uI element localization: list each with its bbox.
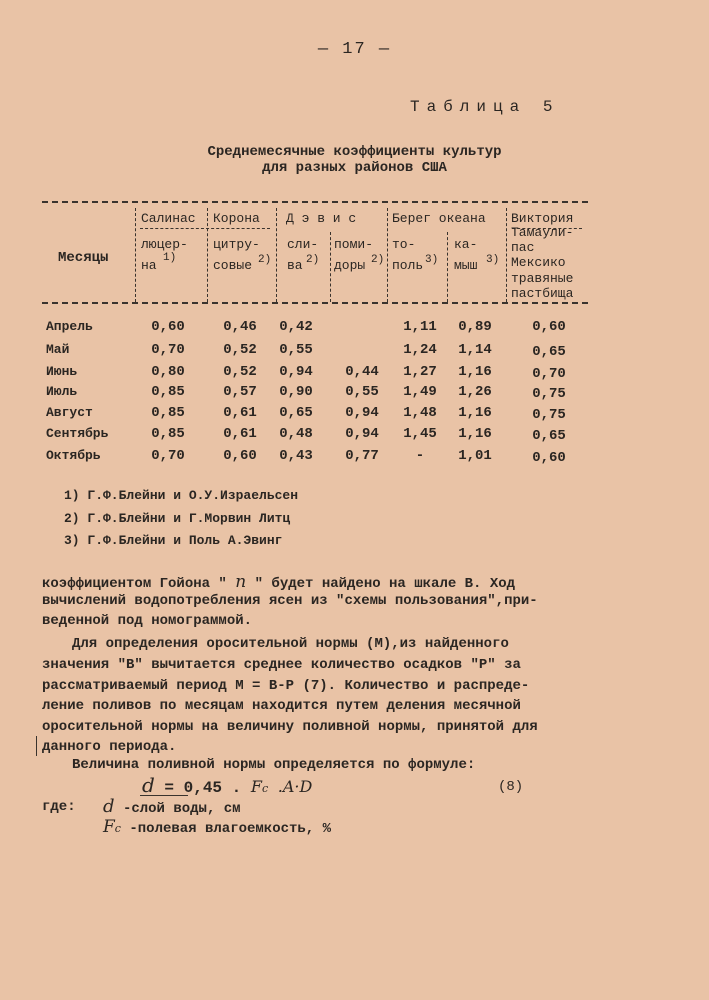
gojon-coefficient-symbol: n [235, 572, 247, 592]
body-line: вычислений водопотребления ясен из "схемы пользования",при- [42, 593, 538, 609]
header-footnote-mark-3a: 3) [425, 254, 439, 266]
month-label: Июль [46, 384, 78, 399]
table-cell: 1,01 [458, 448, 492, 464]
table-cell: 0,94 [345, 405, 379, 421]
table-cell: 1,49 [403, 384, 437, 400]
table-cell: 0,61 [223, 426, 257, 442]
symbol-fc: F [103, 817, 115, 837]
formula-symbol-d: d [142, 773, 155, 797]
header-alfalfa-1: люцер- [141, 237, 188, 252]
header-plums-2: ва [287, 258, 303, 273]
header-salinas: Салинас [141, 211, 196, 226]
footnote-2: 2) Г.Ф.Блейни и Г.Морвин Литц [64, 511, 291, 526]
formula-text-rest: .A·D [277, 777, 313, 796]
header-citrus-1: цитру- [213, 237, 260, 252]
table-cell: 0,46 [223, 319, 257, 335]
header-tomatoes-1: поми- [334, 237, 374, 252]
column-divider [506, 208, 507, 302]
table-cell: - [415, 448, 425, 464]
header-poplar-2: поль [392, 258, 424, 273]
table-cell: 0,65 [279, 405, 313, 421]
table-cell: 0,44 [345, 364, 379, 380]
month-label: Октябрь [46, 448, 101, 463]
where-text: -полевая влагоемкость, % [129, 821, 332, 837]
header-victoria-1: Виктория [511, 211, 574, 226]
symbol-d: d [103, 796, 115, 817]
header-victoria-3: пас [511, 240, 535, 255]
header-reed-1: ка- [454, 237, 478, 252]
month-label: Апрель [46, 319, 93, 334]
table-cell: 1,11 [403, 319, 437, 335]
table-cell: 1,45 [403, 426, 437, 442]
table-cell: 1,16 [458, 426, 492, 442]
table-caption-line2: для разных районов США [262, 160, 447, 176]
body-text: коэффициентом Гойона " [42, 576, 227, 592]
table-header-rule [42, 302, 588, 304]
column-divider [387, 208, 388, 302]
table-cell: 1,16 [458, 405, 492, 421]
month-label: Май [46, 342, 70, 357]
body-line: оросительной нормы на величину поливной нормы, принятой для [42, 719, 538, 735]
table-cell: 0,52 [223, 342, 257, 358]
table-top-rule [42, 201, 588, 203]
table-cell: 1,27 [403, 364, 437, 380]
column-divider [330, 232, 331, 302]
table-cell: 0,85 [151, 426, 185, 442]
table-cell: 0,90 [279, 384, 313, 400]
where-label: где: [42, 799, 76, 815]
table-cell: 0,70 [532, 366, 566, 382]
table-caption-line1: Среднемесячные коэффициенты культур [207, 144, 502, 160]
table-cell: 0,75 [532, 386, 566, 402]
page-number: — 17 — [317, 40, 392, 59]
body-line: данного периода. [42, 739, 177, 755]
header-months: Месяцы [58, 250, 109, 266]
header-citrus-2: совые [213, 258, 253, 273]
table-cell: 0,75 [532, 407, 566, 423]
header-footnote-mark-2c: 2) [371, 254, 385, 266]
header-footnote-mark-1: 1) [163, 252, 177, 264]
table-cell: 0,65 [532, 344, 566, 360]
table-cell: 0,60 [223, 448, 257, 464]
formula-symbol-fc: F [250, 777, 262, 796]
column-divider [207, 208, 208, 302]
table-cell: 0,52 [223, 364, 257, 380]
formula-subscript-c: c [261, 782, 269, 795]
body-line: значения "В" вычитается среднее количество осадков "Р" за [42, 657, 521, 673]
body-line: Для определения оросительной нормы (М),из найденного [72, 636, 509, 652]
table-cell: 0,70 [151, 448, 185, 464]
formula-8 [142, 773, 312, 797]
table-cell: 0,60 [532, 450, 566, 466]
table-cell: 0,65 [532, 428, 566, 444]
table-cell: 0,77 [345, 448, 379, 464]
header-ocean-coast: Берег океана [392, 211, 486, 226]
table-cell: 0,43 [279, 448, 313, 464]
table-cell: 0,94 [279, 364, 313, 380]
table-cell: 0,60 [532, 319, 566, 335]
month-label: Август [46, 405, 93, 420]
where-line-d [103, 796, 241, 817]
header-alfalfa-2: на [141, 258, 157, 273]
table-cell: 1,24 [403, 342, 437, 358]
table-cell: 0,89 [458, 319, 492, 335]
body-text: " будет найдено на шкале В. Ход [254, 576, 516, 592]
header-corona: Корона [213, 211, 260, 226]
body-line [42, 572, 515, 592]
table-cell: 0,80 [151, 364, 185, 380]
footnote-1: 1) Г.Ф.Блейни и О.У.Израельсен [64, 488, 299, 503]
month-label: Сентябрь [46, 426, 109, 441]
body-line: Величина поливной нормы определяется по формуле: [72, 757, 476, 773]
table-cell: 0,55 [279, 342, 313, 358]
subheader-rule-left [140, 228, 270, 229]
table-cell: 0,42 [279, 319, 313, 335]
column-divider [276, 208, 277, 302]
footnote-3: 3) Г.Ф.Блейни и Поль А.Эвинг [64, 533, 283, 548]
table-cell: 0,70 [151, 342, 185, 358]
header-victoria-4: Мексико [511, 255, 566, 270]
header-footnote-mark-2b: 2) [306, 254, 320, 266]
month-label: Июнь [46, 364, 78, 379]
column-divider [135, 208, 136, 302]
margin-mark [36, 736, 37, 756]
header-footnote-mark-2a: 2) [258, 254, 272, 266]
table-title: Таблица 5 [410, 98, 560, 116]
body-line: ление поливов по месяцам находится путем деления месячной [42, 698, 521, 714]
header-poplar-1: то- [392, 237, 416, 252]
symbol-subscript-c: c [114, 822, 121, 835]
header-reed-2: мыш [454, 258, 478, 273]
table-cell: 0,57 [223, 384, 257, 400]
table-cell: 0,55 [345, 384, 379, 400]
column-divider [447, 232, 448, 302]
where-text: -слой воды, см [122, 801, 241, 817]
table-cell: 0,94 [345, 426, 379, 442]
formula-text: = 0,45 . [164, 779, 242, 797]
header-pasture-1: травяные [511, 271, 574, 286]
table-cell: 0,60 [151, 319, 185, 335]
table-cell: 0,48 [279, 426, 313, 442]
body-line: рассматриваемый период М = В-Р (7). Количество и распреде- [42, 678, 530, 694]
header-victoria-2: Тамаули- [511, 225, 574, 240]
header-footnote-mark-3b: 3) [486, 254, 500, 266]
header-davis: Д э в и с [286, 211, 357, 226]
header-pasture-2: пастбища [511, 286, 574, 301]
header-tomatoes-2: доры [334, 258, 366, 273]
table-cell: 0,85 [151, 405, 185, 421]
table-cell: 1,26 [458, 384, 492, 400]
table-cell: 1,14 [458, 342, 492, 358]
table-cell: 0,85 [151, 384, 185, 400]
table-cell: 0,61 [223, 405, 257, 421]
formula-number: (8) [498, 779, 524, 795]
table-cell: 1,48 [403, 405, 437, 421]
header-plums-1: сли- [287, 237, 319, 252]
table-cell: 1,16 [458, 364, 492, 380]
where-line-fc [103, 817, 331, 837]
body-line: веденной под номограммой. [42, 613, 253, 629]
